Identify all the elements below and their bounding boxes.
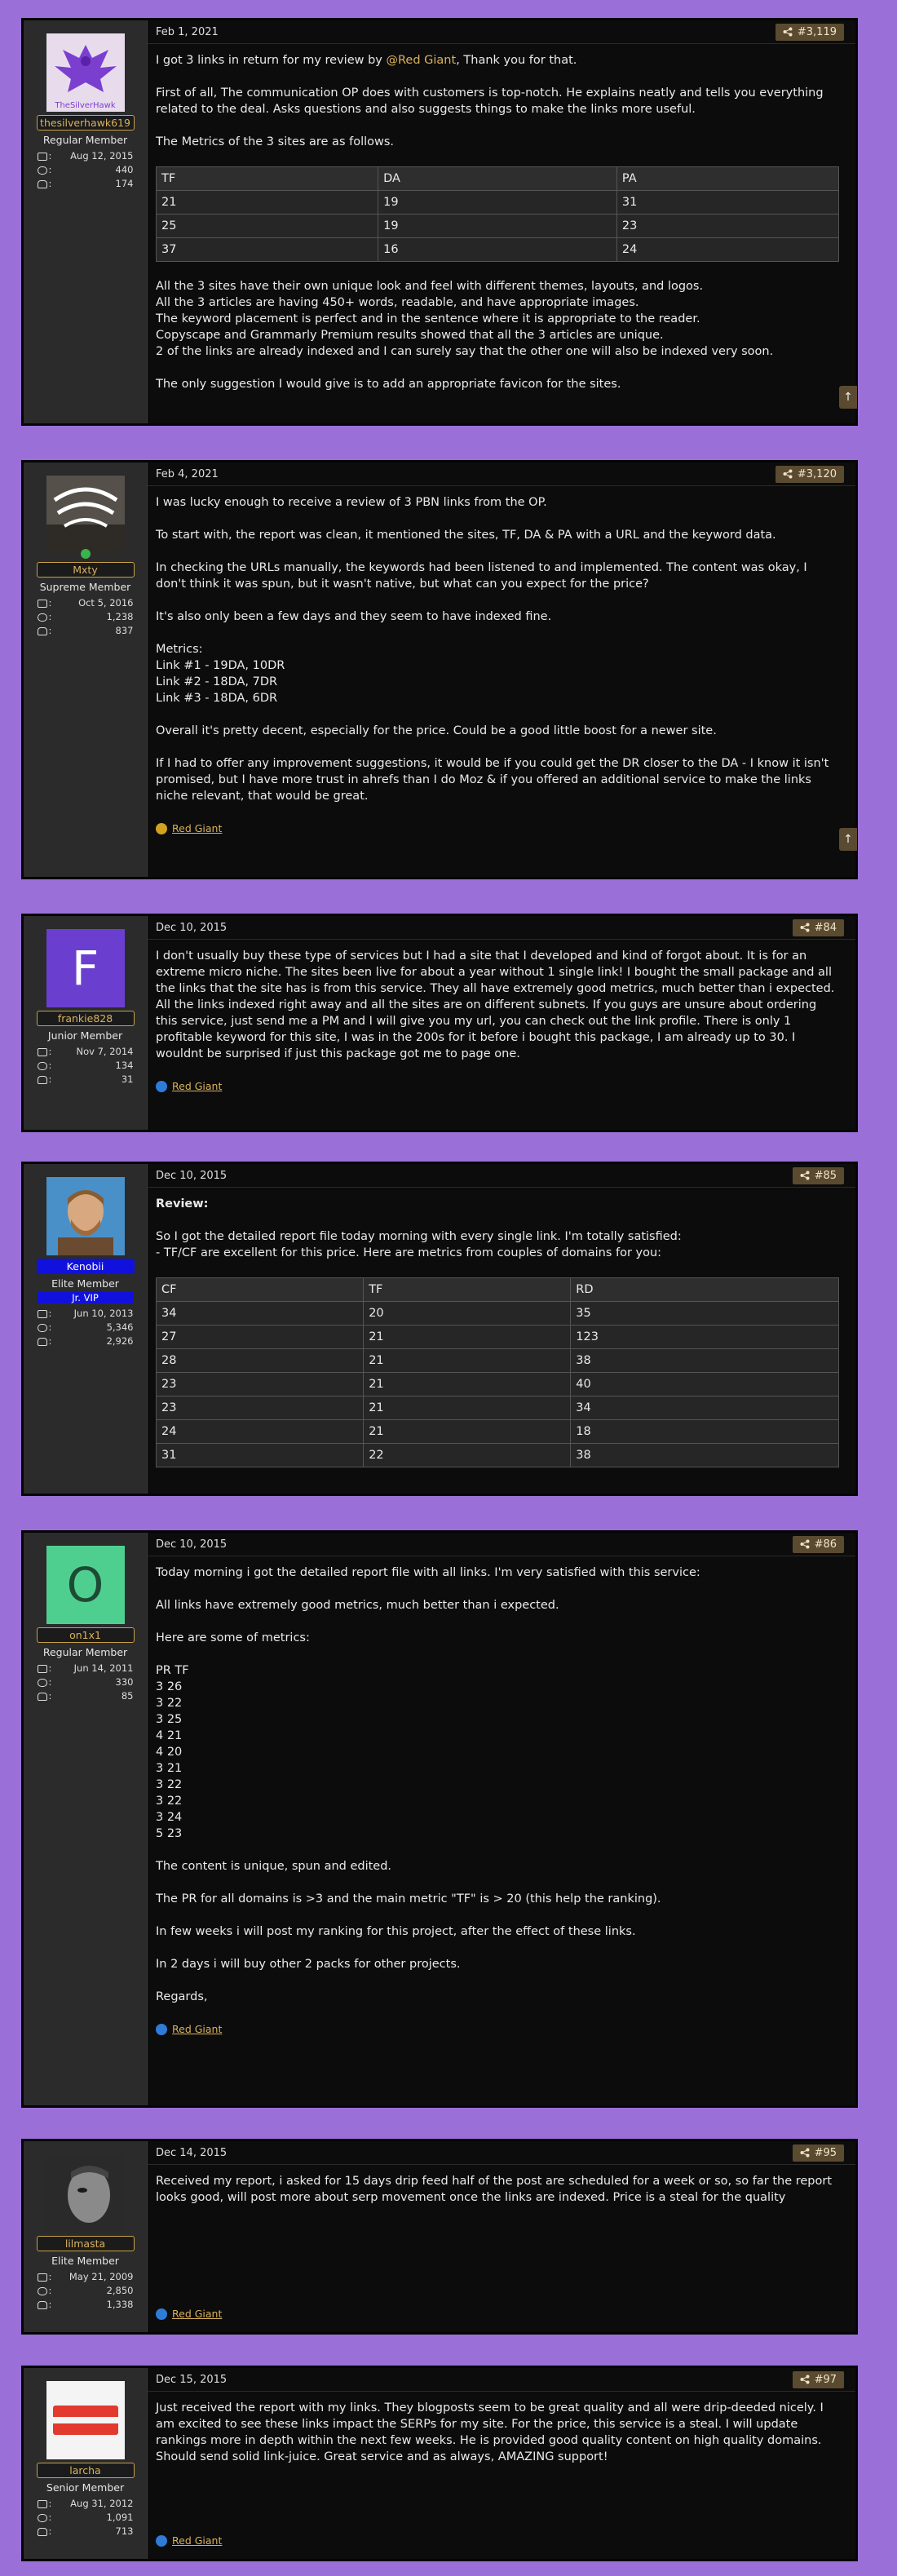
table-cell: 21 xyxy=(157,191,378,215)
table-row xyxy=(157,1396,839,1420)
message-count: 1,091 xyxy=(106,2512,134,2523)
avatar[interactable] xyxy=(46,33,125,112)
messages-icon: : xyxy=(38,2511,52,2525)
paragraph: In few weeks i will post my ranking for this project, after the effect of these links. xyxy=(156,1925,636,1938)
avatar[interactable]: O xyxy=(46,1546,125,1624)
user-info xyxy=(24,1164,148,1494)
arrow-up-icon: ↑ xyxy=(843,391,853,404)
paragraph: Metrics: Link #1 - 19DA, 10DR Link #2 - 18DA, 7DR Link #3 - 18DA, 6DR xyxy=(156,643,285,705)
paragraph: If I had to offer any improvement suggestions, it would be if you could get the DR closer to the DA - I know it isn't promised, but I have more trust in ahrefs than I do Moz & if you offered an additional service to make the links niche relevant, that would be great. xyxy=(156,757,829,803)
post-86 xyxy=(21,1530,858,2108)
thumbs-up-icon: : xyxy=(38,2525,52,2538)
post-date[interactable]: Dec 10, 2015 xyxy=(156,1169,228,1182)
table-cell: 22 xyxy=(364,1444,571,1467)
table-cell: 20 xyxy=(364,1302,571,1326)
paragraph: In checking the URLs manually, the keywords had been listened to and implemented. The content was okay, I don't think it was spun, but it wasn't native, but what can you expect for the price? xyxy=(156,561,807,591)
post-body xyxy=(148,1556,855,2047)
paragraph: Here are some of metrics: xyxy=(156,1631,310,1644)
table-cell: 38 xyxy=(571,1444,839,1467)
user-title: Senior Member xyxy=(46,2481,125,2494)
messages-icon: : xyxy=(38,1675,52,1689)
vip-badge: Jr. VIP xyxy=(38,1292,134,1303)
user-title: Elite Member xyxy=(51,1277,119,1290)
online-indicator-icon xyxy=(81,549,91,559)
table-cell: 21 xyxy=(364,1420,571,1444)
like-icon xyxy=(156,823,167,834)
reaction-count: 837 xyxy=(115,625,134,636)
user-info xyxy=(24,463,148,877)
paragraph: I don't usually buy these type of services but I had a site that I developed and kind of forgot about. It is for an extreme micro niche. The sites been live for about a year without 1 single link! I bought the small package and all the links that the site has is from this service. They all have extremely good metrics, much better than i expected. All the links indexed right away and all the sites are on different subnets. If you guys are unsure about ordering this service, just send me a PM and I will give you my url, you can check out the link profile. There is only 1 profitable keyword for this site, I was in the 200s for it before i bought this package, I am already up to 30. I wouldnt be surprised if just this package got me to page one. xyxy=(156,949,835,1060)
mention-link[interactable]: @Red Giant xyxy=(386,54,457,67)
share-icon xyxy=(800,2148,810,2158)
user-stats xyxy=(38,1662,134,1703)
user-stats xyxy=(38,2270,134,2312)
reaction-bar[interactable]: Red Giant xyxy=(156,1078,839,1095)
table-cell: 23 xyxy=(157,1396,364,1420)
table-cell: 35 xyxy=(571,1302,839,1326)
joined-date: Aug 12, 2015 xyxy=(70,150,134,162)
messages-icon: : xyxy=(38,610,52,624)
post-date[interactable]: Dec 10, 2015 xyxy=(156,1538,228,1551)
post-number[interactable]: #3,119 xyxy=(775,24,844,41)
post-number[interactable]: #84 xyxy=(793,919,844,936)
post-date[interactable]: Dec 15, 2015 xyxy=(156,2373,228,2386)
post-84 xyxy=(21,914,858,1132)
post-body xyxy=(148,44,855,402)
review-heading: Review: xyxy=(156,1197,209,1211)
scroll-top-button[interactable] xyxy=(839,386,857,409)
thumbs-up-icon: : xyxy=(38,2298,52,2312)
post-3119 xyxy=(21,18,858,426)
avatar-image-icon xyxy=(46,476,125,554)
joined-date: Jun 14, 2011 xyxy=(73,1662,134,1674)
post-body xyxy=(148,2392,855,2559)
paragraph: Overall it's pretty decent, especially for the price. Could be a good little boost for a newer site. xyxy=(156,724,717,737)
joined-date: Oct 5, 2016 xyxy=(78,597,134,609)
thumbs-up-icon: : xyxy=(38,1334,52,1348)
user-info xyxy=(24,1533,148,2105)
paragraph: All the 3 sites have their own unique look and feel with different themes, layouts, and logos. All the 3 articles are having 450+ words, readable, and have appropriate images. The keyword placement is perfect and in the sentence where it is appropriate to the reader. Copyscape and Grammarly Premium results showed that all the 3 articles are unique. 2 of the links are already indexed and I can surely say that the other one will also be indexed very soon. xyxy=(156,280,774,358)
paragraph: All links have extremely good metrics, much better than i expected. xyxy=(156,1599,559,1612)
post-body xyxy=(148,940,855,1104)
message-count: 1,238 xyxy=(106,611,134,622)
reaction-bar[interactable]: Red Giant xyxy=(156,2533,839,2549)
avatar[interactable] xyxy=(46,476,125,554)
table-cell: 21 xyxy=(364,1349,571,1373)
calendar-icon: : xyxy=(38,2497,52,2511)
metrics-list: PR TF 3 26 3 22 3 25 4 21 4 20 3 21 3 22 3 22 3 24 5 23 xyxy=(156,1664,189,1840)
paragraph: In 2 days i will buy other 2 packs for other projects. xyxy=(156,1958,461,1971)
arrow-up-icon: ↑ xyxy=(843,833,853,846)
table-cell: 123 xyxy=(571,1326,839,1349)
user-title: Supreme Member xyxy=(39,581,131,593)
post-body xyxy=(148,1188,855,1494)
avatar-portrait-icon xyxy=(46,1177,125,1255)
table-cell: 25 xyxy=(157,215,378,238)
calendar-icon: : xyxy=(38,1662,52,1675)
table-cell: TF xyxy=(364,1278,571,1302)
user-stats xyxy=(38,1045,134,1087)
reaction-count: 1,338 xyxy=(106,2299,134,2310)
table-cell: 38 xyxy=(571,1349,839,1373)
table-row xyxy=(157,1420,839,1444)
like-icon xyxy=(156,2024,167,2035)
post-header xyxy=(148,20,855,44)
username[interactable]: lilmasta xyxy=(37,2236,135,2251)
avatar[interactable] xyxy=(46,2381,125,2459)
message-count: 5,346 xyxy=(106,1321,134,1333)
joined-date: Nov 7, 2014 xyxy=(76,1046,134,1057)
post-header xyxy=(148,463,855,486)
post-number[interactable]: #97 xyxy=(793,2371,844,2388)
table-cell: 21 xyxy=(364,1373,571,1396)
messages-icon: : xyxy=(38,163,52,177)
post-body xyxy=(148,486,855,847)
calendar-icon: : xyxy=(38,149,52,163)
joined-date: Aug 31, 2012 xyxy=(70,2498,134,2509)
post-number[interactable]: #85 xyxy=(793,1167,844,1184)
paragraph: I was lucky enough to receive a review of 3 PBN links from the OP. xyxy=(156,496,547,509)
calendar-icon: : xyxy=(38,2270,52,2284)
thumbs-up-icon: : xyxy=(38,1073,52,1087)
table-row xyxy=(157,1278,839,1302)
table-row xyxy=(157,1302,839,1326)
avatar-wordmark: TheSilverHawk xyxy=(55,101,116,110)
table-cell: 18 xyxy=(571,1420,839,1444)
share-icon xyxy=(800,1171,810,1180)
user-stats xyxy=(38,596,134,638)
thumbs-up-icon: : xyxy=(38,177,52,191)
like-icon xyxy=(156,1081,167,1092)
post-3120 xyxy=(21,460,858,879)
message-count: 134 xyxy=(115,1060,134,1071)
avatar[interactable]: F xyxy=(46,929,125,1007)
post-date[interactable]: Dec 14, 2015 xyxy=(156,2146,228,2159)
paragraph: I got 3 links in return for my review by @Red Giant, Thank you for that. xyxy=(156,54,577,67)
username[interactable]: Kenobii xyxy=(37,1259,135,1274)
table-cell: 24 xyxy=(157,1420,364,1444)
paragraph: Regards, xyxy=(156,1990,208,2003)
hawk-icon xyxy=(46,33,125,112)
post-number[interactable]: #86 xyxy=(793,1536,844,1553)
calendar-icon: : xyxy=(38,1307,52,1321)
table-cell: 16 xyxy=(378,238,617,262)
paragraph: Received my report, i asked for 15 days drip feed half of the post are scheduled for a week or so, so far the report looks good, will post more about serp movement once the links are indexed. Price is a steal for the quality xyxy=(156,2175,833,2204)
table-cell: DA xyxy=(378,167,617,191)
share-icon xyxy=(800,2375,810,2384)
table-cell: 34 xyxy=(157,1302,364,1326)
paragraph: Just received the report with my links. They blogposts seem to be great quality and all were drip-deeded nicely. I am excited to see these links impact the SERPs for my site. For the price, this service is a steal. I will update rankings more in depth within the next few weeks. He is provided good quality content on high quality domains. Should send solid link-juice. Great service and as always, AMAZING support! xyxy=(156,2401,824,2463)
table-cell: 37 xyxy=(157,238,378,262)
joined-date: Jun 10, 2013 xyxy=(73,1308,134,1319)
table-cell: 24 xyxy=(616,238,838,262)
reaction-count: 174 xyxy=(115,178,134,189)
table-cell: 28 xyxy=(157,1349,364,1373)
avatar-portrait-icon xyxy=(46,2154,125,2233)
thumbs-up-icon: : xyxy=(38,624,52,638)
message-count: 2,850 xyxy=(106,2285,134,2296)
share-icon xyxy=(800,923,810,932)
calendar-icon: : xyxy=(38,596,52,610)
table-row xyxy=(157,1373,839,1396)
post-date[interactable]: Feb 4, 2021 xyxy=(156,467,219,480)
table-row xyxy=(157,1326,839,1349)
post-number[interactable]: #3,120 xyxy=(775,466,844,483)
calendar-icon: : xyxy=(38,1045,52,1059)
reaction-bar[interactable]: Red Giant xyxy=(156,2021,839,2038)
post-97 xyxy=(21,2366,858,2561)
paragraph: It's also only been a few days and they seem to have indexed fine. xyxy=(156,610,552,623)
scroll-top-button[interactable] xyxy=(839,828,857,851)
table-cell: 21 xyxy=(364,1396,571,1420)
paragraph: Today morning i got the detailed report file with all links. I'm very satisfied with this service: xyxy=(156,1566,700,1579)
joined-date: May 21, 2009 xyxy=(68,2271,134,2282)
username[interactable]: larcha xyxy=(37,2463,135,2478)
post-95 xyxy=(21,2139,858,2335)
like-icon xyxy=(156,2535,167,2547)
table-row xyxy=(157,191,839,215)
seo-logo-icon xyxy=(46,2381,125,2459)
avatar[interactable] xyxy=(46,2154,125,2233)
share-icon xyxy=(783,469,793,479)
messages-icon: : xyxy=(38,1059,52,1073)
table-cell: TF xyxy=(157,167,378,191)
table-cell: 27 xyxy=(157,1326,364,1349)
user-stats xyxy=(38,2497,134,2538)
username[interactable]: Mxty xyxy=(37,562,135,578)
table-cell: 31 xyxy=(616,191,838,215)
table-cell: 19 xyxy=(378,215,617,238)
share-icon xyxy=(800,1539,810,1549)
paragraph: The only suggestion I would give is to add an appropriate favicon for the sites. xyxy=(156,378,621,391)
username[interactable]: frankie828 xyxy=(37,1011,135,1026)
like-icon xyxy=(156,2308,167,2320)
metrics-table xyxy=(156,1277,839,1467)
table-cell: 31 xyxy=(157,1444,364,1467)
table-cell: 23 xyxy=(157,1373,364,1396)
user-info xyxy=(24,2368,148,2559)
reaction-count: 85 xyxy=(121,1690,134,1702)
user-stats xyxy=(38,149,134,191)
message-count: 330 xyxy=(115,1676,134,1688)
post-date[interactable]: Feb 1, 2021 xyxy=(156,25,219,38)
user-info xyxy=(24,2141,148,2332)
messages-icon: : xyxy=(38,1321,52,1334)
reaction-count: 31 xyxy=(121,1073,134,1085)
messages-icon: : xyxy=(38,2284,52,2298)
post-number[interactable]: #95 xyxy=(793,2144,844,2162)
user-title: Elite Member xyxy=(51,2255,119,2267)
user-title: Regular Member xyxy=(42,1646,128,1658)
user-title: Junior Member xyxy=(47,1029,123,1042)
user-info xyxy=(24,916,148,1130)
username[interactable]: on1x1 xyxy=(37,1627,135,1643)
table-cell: PA xyxy=(616,167,838,191)
reaction-bar[interactable]: Red Giant xyxy=(156,821,839,837)
post-header xyxy=(148,2141,855,2165)
table-row xyxy=(157,167,839,191)
table-cell: 23 xyxy=(616,215,838,238)
table-cell: 19 xyxy=(378,191,617,215)
avatar[interactable] xyxy=(46,1177,125,1255)
paragraph: The PR for all domains is >3 and the main metric "TF" is > 20 (this help the ranking). xyxy=(156,1892,661,1905)
share-icon xyxy=(783,27,793,37)
post-header xyxy=(148,916,855,940)
post-header xyxy=(148,1533,855,1556)
paragraph: First of all, The communication OP does with customers is top-notch. He explains neatly and tells you everything related to the deal. Asks questions and also suggests things to make the links more useful. xyxy=(156,86,824,116)
paragraph: The content is unique, spun and edited. xyxy=(156,1860,392,1873)
post-header xyxy=(148,1164,855,1188)
table-cell: RD xyxy=(571,1278,839,1302)
table-cell: CF xyxy=(157,1278,364,1302)
thumbs-up-icon: : xyxy=(38,1689,52,1703)
table-row xyxy=(157,1349,839,1373)
post-date[interactable]: Dec 10, 2015 xyxy=(156,921,228,934)
paragraph: The Metrics of the 3 sites are as follows. xyxy=(156,135,395,148)
post-85 xyxy=(21,1162,858,1496)
reaction-count: 2,926 xyxy=(106,1335,134,1347)
table-cell: 21 xyxy=(364,1326,571,1349)
table-cell: 34 xyxy=(571,1396,839,1420)
user-stats xyxy=(38,1307,134,1348)
table-row xyxy=(157,1444,839,1467)
paragraph: To start with, the report was clean, it mentioned the sites, TF, DA & PA with a URL and the keyword data. xyxy=(156,529,776,542)
table-cell: 40 xyxy=(571,1373,839,1396)
metrics-table xyxy=(156,166,839,262)
reaction-count: 713 xyxy=(115,2525,134,2537)
table-row xyxy=(157,215,839,238)
post-body xyxy=(148,2165,855,2332)
message-count: 440 xyxy=(115,164,134,175)
user-info xyxy=(24,20,148,423)
paragraph: So I got the detailed report file today morning with every single link. I'm totally satisfied: - TF/CF are excellent for this price. Here are metrics from couples of domains for you: xyxy=(156,1230,682,1259)
post-header xyxy=(148,2368,855,2392)
username[interactable]: thesilverhawk619 xyxy=(37,115,135,131)
reaction-bar[interactable]: Red Giant xyxy=(156,2306,839,2322)
table-row xyxy=(157,238,839,262)
user-title: Regular Member xyxy=(42,134,128,146)
